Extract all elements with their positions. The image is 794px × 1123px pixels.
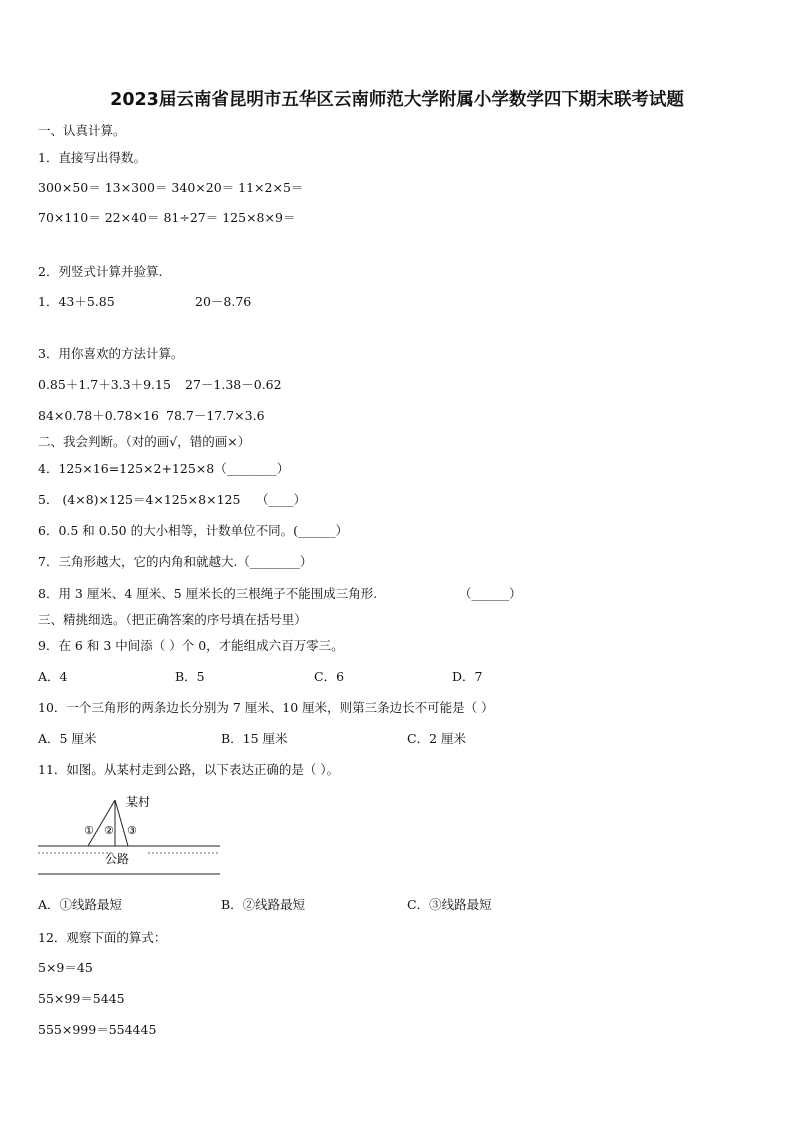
question-3-item-d: 78.7－17.7×3.6 [166, 408, 265, 423]
question-3-row-1 [38, 375, 282, 393]
question-2-row [38, 292, 251, 310]
question-3-stem: 3．用你喜欢的方法计算。 [38, 346, 184, 361]
question-12-line-2: 55×99＝5445 [38, 991, 125, 1006]
question-11-option-c: C．③线路最短 [407, 897, 492, 912]
question-10-stem: 10．一个三角形的两条边长分别为 7 厘米、10 厘米，则第三条边长不可能是（ ） [38, 700, 494, 715]
question-10-option-b: B．15 厘米 [221, 731, 288, 746]
question-3-item-a: 0.85＋1.7＋3.3＋9.15 [38, 377, 171, 392]
question-12-line-3: 555×999＝554445 [38, 1022, 157, 1037]
question-8 [38, 584, 522, 602]
question-2-stem: 2．列竖式计算并验算. [38, 264, 163, 279]
question-3-item-b: 27－1.38－0.62 [185, 377, 282, 392]
question-5-blank: （____） [256, 492, 307, 507]
question-3-row-2 [38, 406, 265, 424]
question-9-option-d: D．7 [452, 669, 483, 684]
question-9-option-b: B．5 [175, 669, 205, 684]
question-8-text: 8．用 3 厘米、4 厘米、5 厘米长的三根绳子不能围成三角形. [38, 586, 378, 601]
route-1-label: ① [84, 824, 94, 837]
question-4: 4．125×16=125×2+125×8（________） [38, 461, 290, 476]
route-1-line [88, 800, 115, 846]
question-1-row-2: 70×110＝ 22×40＝ 81÷27＝ 125×8×9＝ [38, 210, 296, 225]
section-heading-choice: 三、精挑细选。（把正确答案的序号填在括号里） [38, 612, 307, 627]
question-9-option-c: C．6 [314, 669, 345, 684]
question-1-row-1: 300×50＝ 13×300＝ 340×20＝ 11×2×5＝ [38, 180, 304, 195]
question-10-option-a: A．5 厘米 [38, 731, 97, 746]
question-5 [38, 490, 306, 508]
question-6: 6．0.5 和 0.50 的大小相等，计数单位不同。(______） [38, 523, 348, 538]
question-10-option-c: C．2 厘米 [407, 731, 466, 746]
question-11-option-b: B．②线路最短 [221, 897, 306, 912]
question-12-line-1: 5×9＝45 [38, 960, 93, 975]
question-9-stem: 9．在 6 和 3 中间添（ ）个 0，才能组成六百万零三。 [38, 638, 344, 653]
question-7: 7．三角形越大，它的内角和就越大.（________） [38, 554, 313, 569]
question-3-item-c: 84×0.78＋0.78×16 [38, 408, 159, 423]
page-title: 2023届云南省昆明市五华区云南师范大学附属小学数学四下期末联考试题 [110, 90, 684, 110]
route-2-label: ② [104, 824, 114, 837]
question-1-stem: 1．直接写出得数。 [38, 150, 146, 165]
question-9-option-a: A．4 [38, 669, 68, 684]
question-12-stem: 12．观察下面的算式： [38, 930, 167, 945]
village-road-diagram [38, 794, 222, 878]
route-3-label: ③ [127, 824, 137, 837]
question-2-item-b: 20－8.76 [195, 294, 252, 309]
question-11-option-a: A．①线路最短 [38, 897, 123, 912]
question-2-item-a: 1．43＋5.85 [38, 294, 115, 309]
question-11-stem: 11．如图。从某村走到公路，以下表达正确的是（ ）。 [38, 762, 340, 777]
question-8-blank: （______） [459, 586, 522, 601]
village-label: 某村 [126, 795, 151, 809]
section-heading-judgement: 二、我会判断。（对的画√，错的画×） [38, 434, 251, 449]
section-heading-calculation: 一、认真计算。 [38, 123, 126, 138]
road-label: 公路 [105, 852, 130, 866]
question-5-text: 5． (4×8)×125＝4×125×8×125 [38, 492, 241, 507]
